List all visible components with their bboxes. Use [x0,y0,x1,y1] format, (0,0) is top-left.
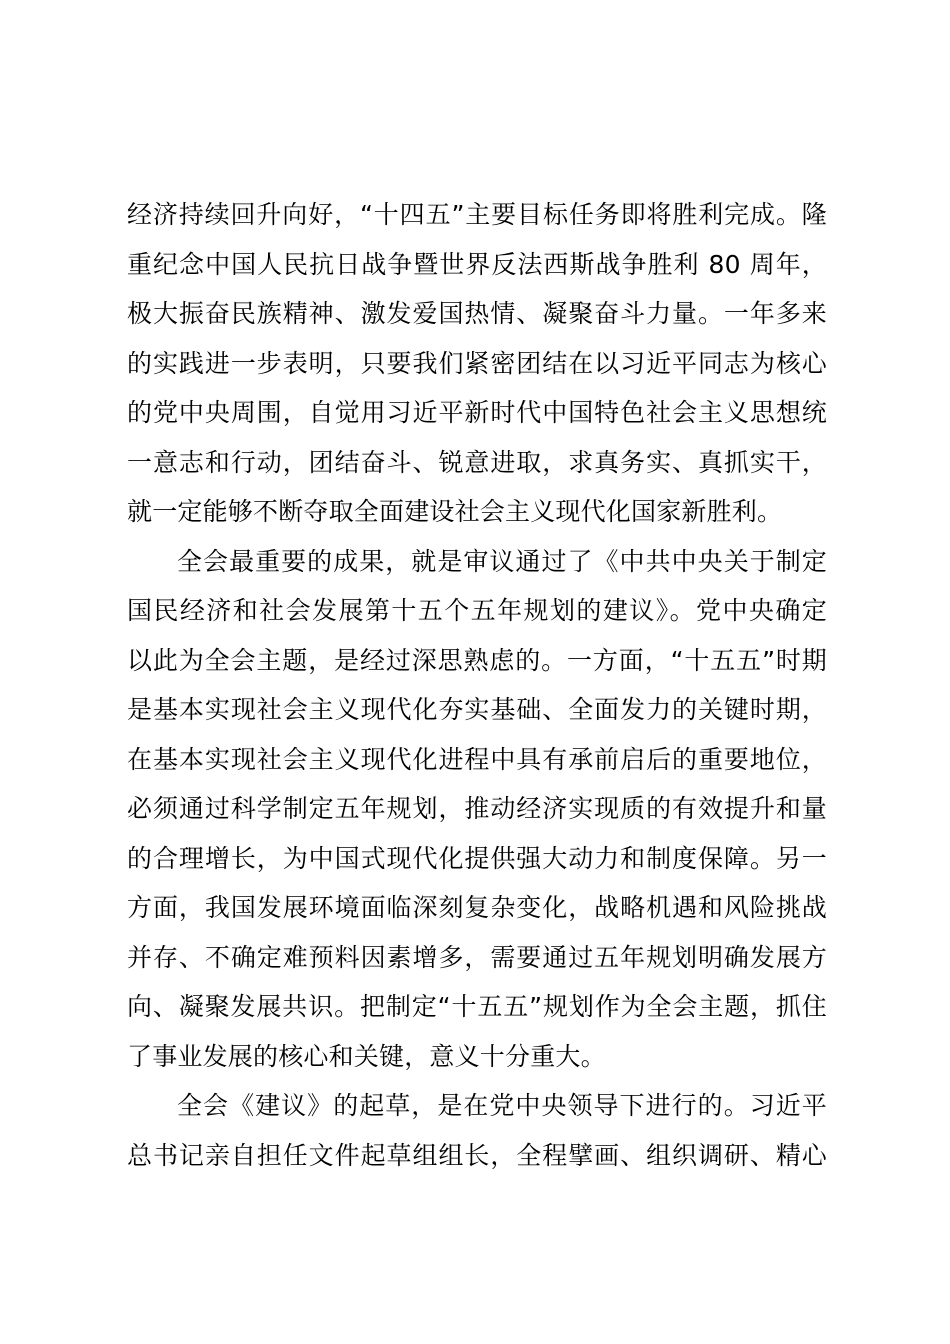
text-line: 总书记亲自担任文件起草组组长，全程擘画、组织调研、精心 [127,1140,827,1170]
text-line: 全会最重要的成果，就是审议通过了《中共中央关于制定 [177,546,827,576]
text-line: 经济持续回升向好，“十四五”主要目标任务即将胜利完成。隆 [127,200,827,229]
text-line: 向、凝聚发展共识。把制定“十五五”规划作为全会主题，抓住 [127,992,827,1021]
text-line: 以此为全会主题，是经过深思熟虑的。一方面，“十五五”时期 [127,645,827,675]
text-line: 一意志和行动，团结奋斗、锐意进取，求真务实、真抓实干， [127,447,827,477]
text-line: 是基本实现社会主义现代化夯实基础、全面发力的关键时期， [127,695,827,724]
text-line: 必须通过科学制定五年规划，推动经济实现质的有效提升和量 [127,794,827,823]
text-line: 就一定能够不断夺取全面建设社会主义现代化国家新胜利。 [127,497,783,526]
text-line: 的实践进一步表明，只要我们紧密团结在以习近平同志为核心 [127,348,827,378]
text-line: 在基本实现社会主义现代化进程中具有承前启后的重要地位， [127,744,827,774]
text-line: 了事业发展的核心和关键，意义十分重大。 [127,1041,606,1071]
text-line: 重纪念中国人民抗日战争暨世界反法西斯战争胜利 80 周年， [127,249,827,279]
text-line: 方面，我国发展环境面临深刻复杂变化，战略机遇和风险挑战 [127,893,827,922]
text-line: 并存、不确定难预料因素增多，需要通过五年规划明确发展方 [127,942,827,972]
text-line: 极大振奋民族精神、激发爱国热情、凝聚奋斗力量。一年多来 [127,299,827,328]
text-line: 国民经济和社会发展第十五个五年规划的建议》。党中央确定 [127,596,827,625]
body-text [127,190,827,1180]
text-line: 的党中央周围，自觉用习近平新时代中国特色社会主义思想统 [127,398,827,427]
text-line: 全会《建议》的起草，是在党中央领导下进行的。习近平 [177,1091,827,1120]
text-line: 的合理增长，为中国式现代化提供强大动力和制度保障。另一 [127,843,827,873]
